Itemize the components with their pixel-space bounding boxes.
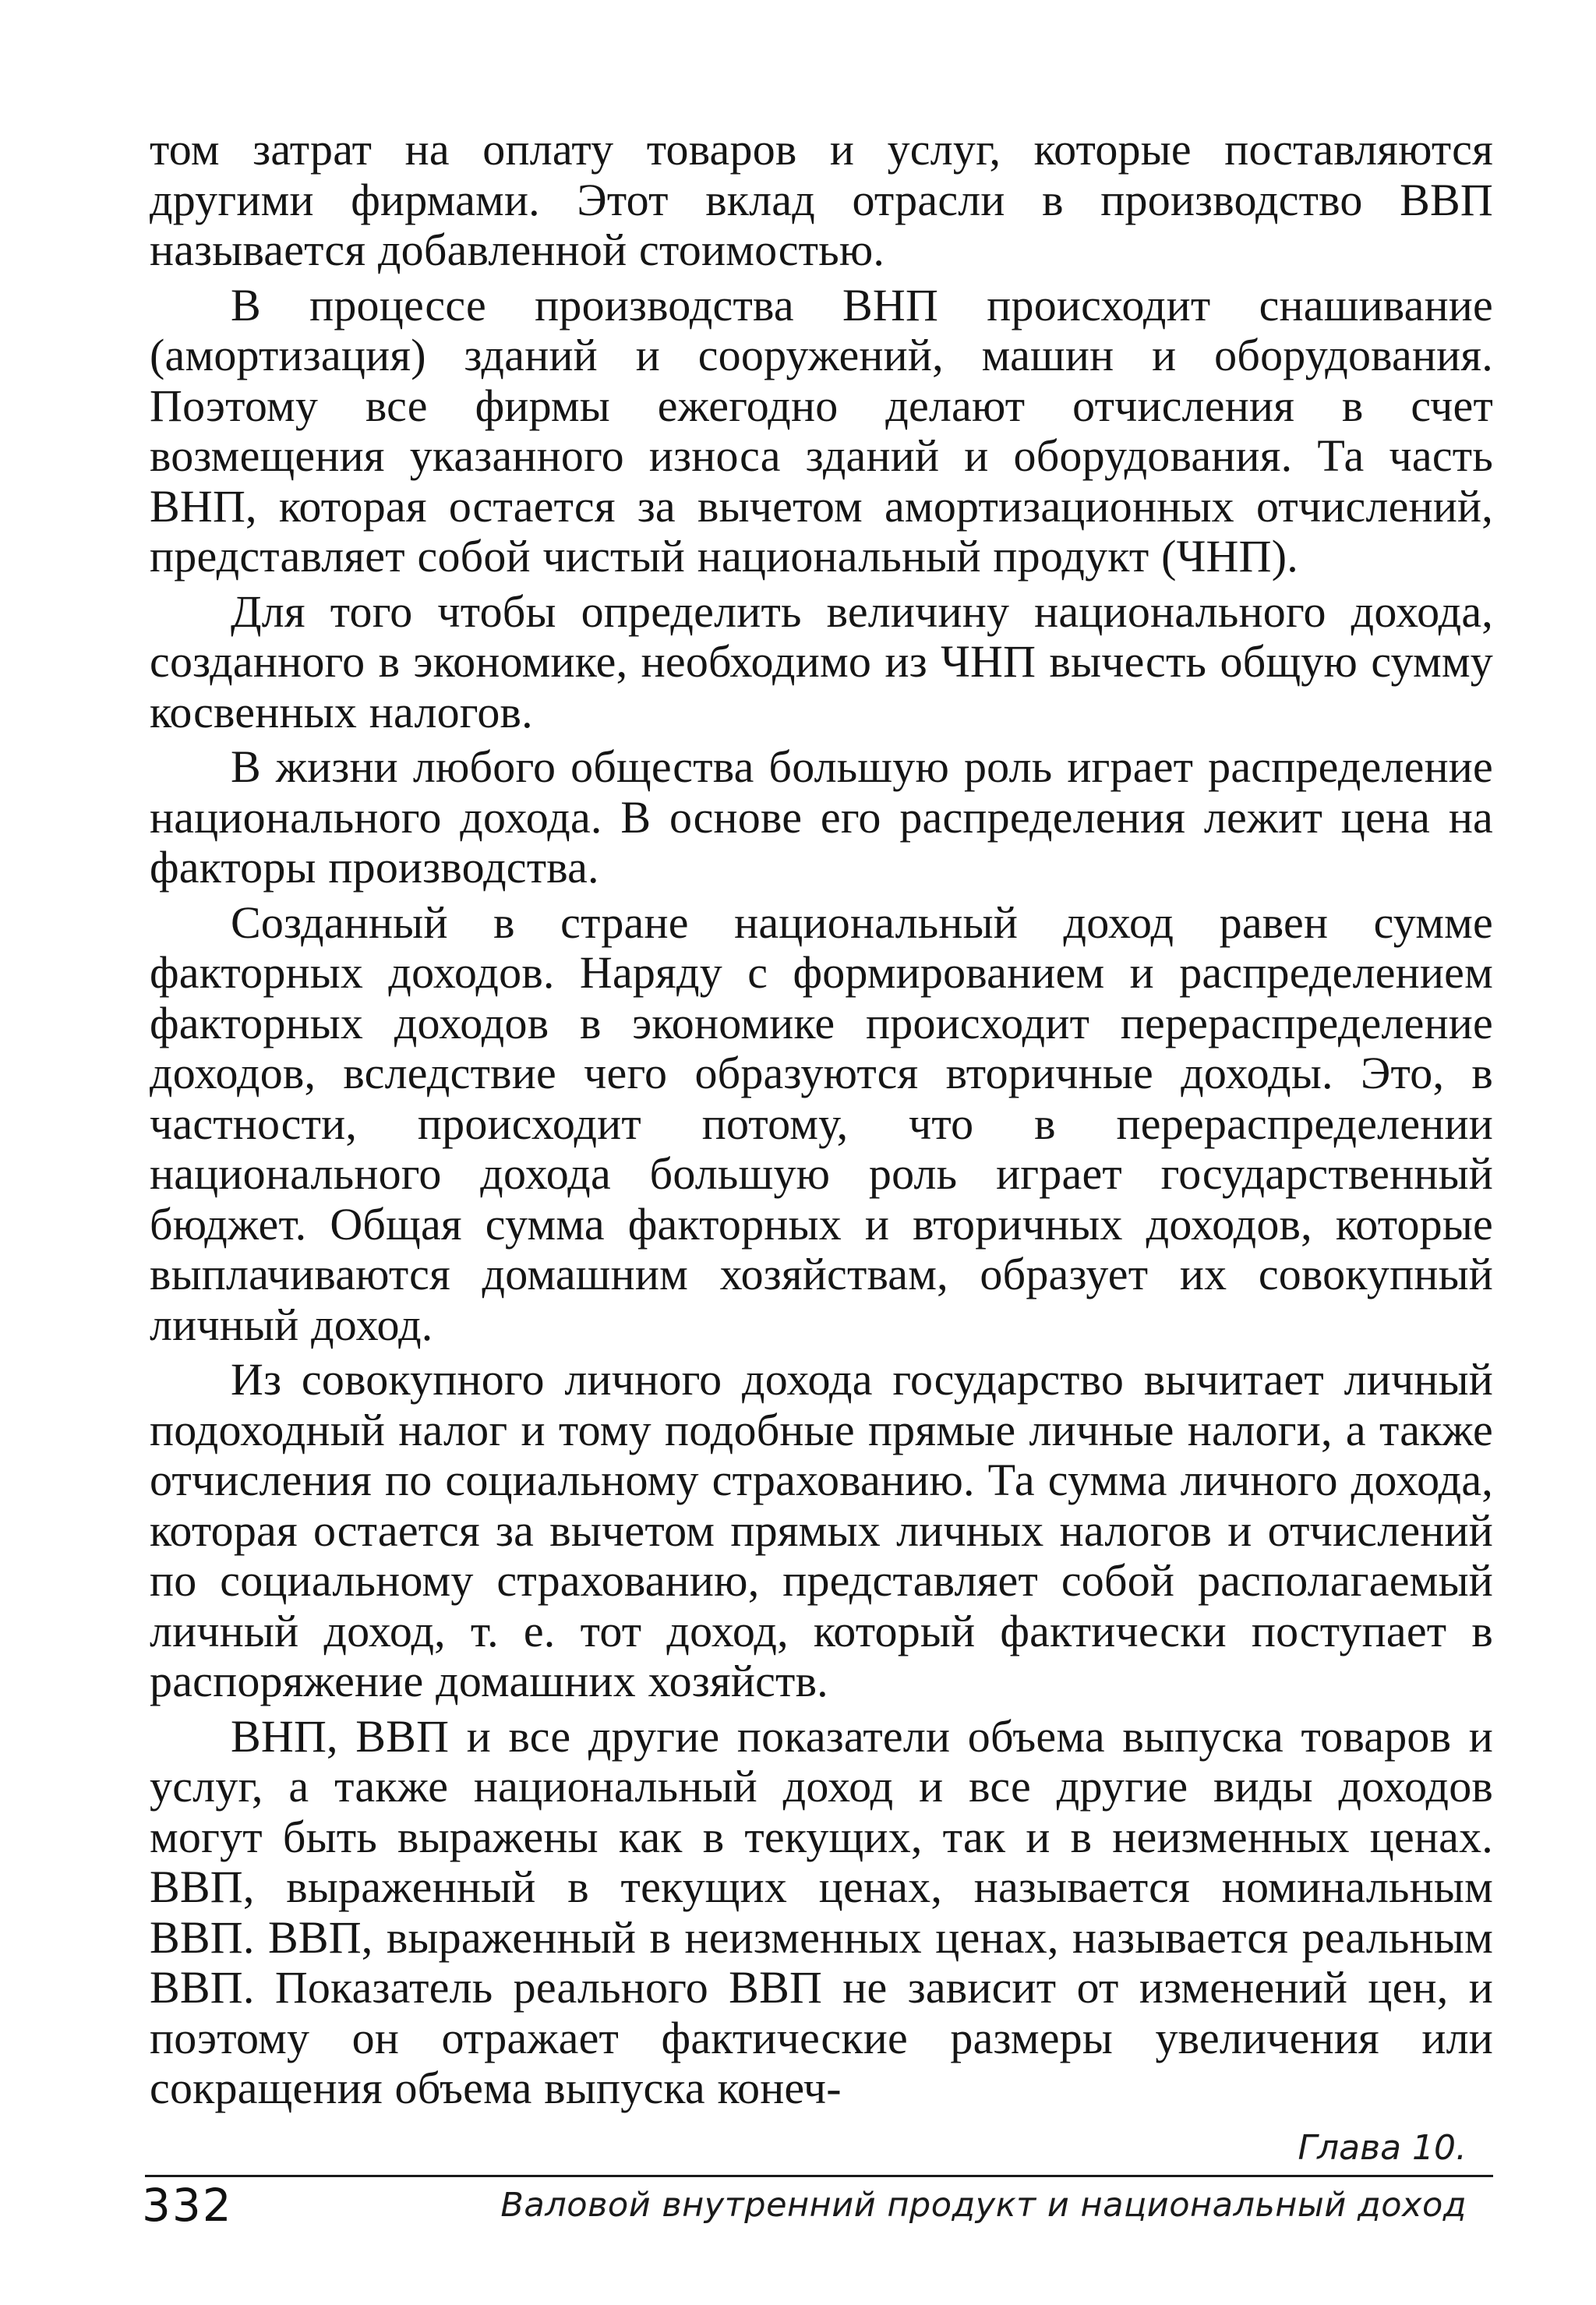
running-title: Валовой внутренний продукт и национальный доход xyxy=(500,2186,1467,2225)
chapter-label: Глава 10. xyxy=(1298,2128,1467,2168)
paragraph-1: том затрат на оплату товаров и услуг, которые поставляются другими фирмами. Этот вклад отрасли в производство ВВП называется добавленной стоимостью. xyxy=(150,124,1493,275)
page-footer xyxy=(128,2126,1493,2251)
paragraph-2: В процессе производства ВНП происходит снашивание (амортизация) зданий и сооружений, машин и оборудования. Поэтому все фирмы ежегодно делают отчисления в счет возмещения указанного износа зданий и оборудования. Та часть ВНП, которая остается за вычетом амортизационных отчислений, представляет собой чистый национальный продукт (ЧНП). xyxy=(150,279,1493,582)
paragraph-5: Созданный в стране национальный доход равен сумме факторных доходов. Наряду с формированием и распределением факторных доходов в экономике происходит перераспределение доходов, вследствие чего образуются вторичные доходы. Это, в частности, происходит потому, что в перераспределении национального дохода большую роль играет государственный бюджет. Общая сумма факторных и вторичных доходов, которые выплачиваются домашним хозяйствам, образует их совокупный личный доход. xyxy=(150,896,1493,1350)
body-text xyxy=(150,125,1493,2119)
paragraph-4: В жизни любого общества большую роль играет распределение национального дохода. В основе его распределения лежит цена на факторы производства. xyxy=(150,741,1493,893)
paragraph-6: Из совокупного личного дохода государство вычитает личный подоходный налог и тому подобные прямые личные налоги, а также отчисления по социальному страхованию. Та сумма личного дохода, которая остается за вычетом прямых личных налогов и отчислений по социальному страхованию, представляет собой располагаемый личный доход, т. е. тот доход, который фактически поступает в распоряжение домашних хозяйств. xyxy=(150,1354,1493,1706)
paragraph-7: ВНП, ВВП и все другие показатели объема выпуска товаров и услуг, а также национальный доход и все другие виды доходов могут быть выражены как в текущих, так и в неизменных ценах. ВВП, выраженный в текущих ценах, называется номинальным ВВП. ВВП, выраженный в неизменных ценах, называется реальным ВВП. Показатель реального ВВП не зависит от изменений цен, и поэтому он отражает фактические размеры увеличения или сокращения объема выпуска конеч- xyxy=(150,1710,1493,2113)
footer-rule xyxy=(145,2175,1493,2177)
page-number: 332 xyxy=(142,2179,233,2232)
paragraph-3: Для того чтобы определить величину национального дохода, созданного в экономике, необходимо из ЧНП вычесть общую сумму косвенных налогов. xyxy=(150,585,1493,737)
